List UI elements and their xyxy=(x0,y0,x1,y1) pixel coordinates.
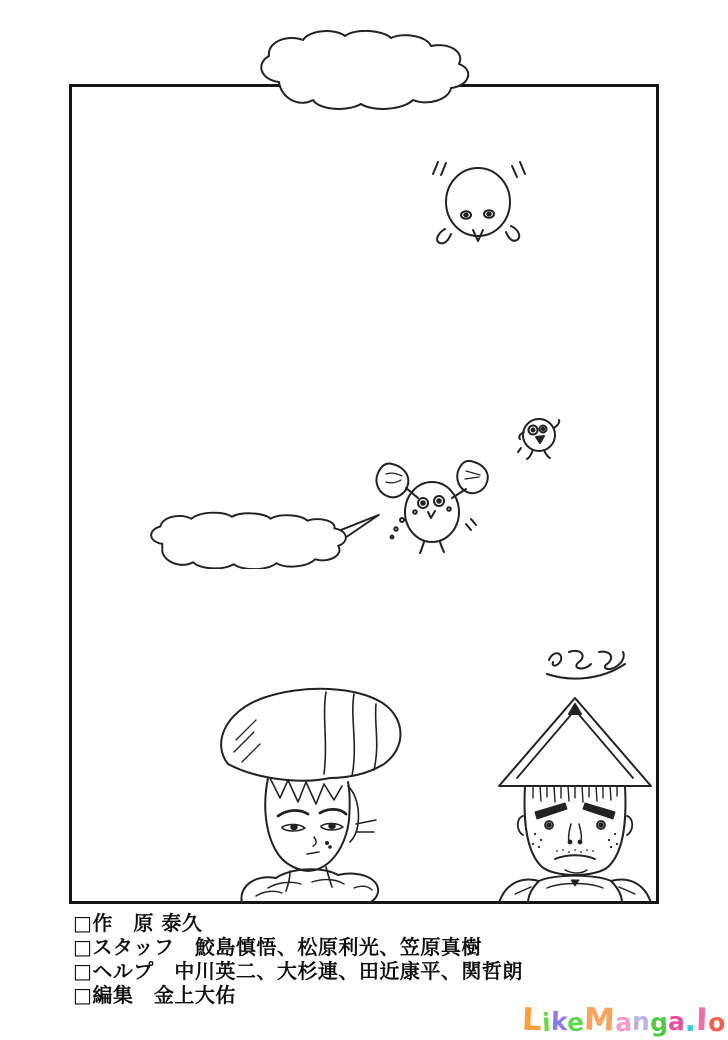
watermark-letter: . xyxy=(683,1002,698,1040)
watermark-letter: g xyxy=(648,1007,669,1038)
cloud-bubble-outline xyxy=(133,511,383,569)
hat-boy-drawing xyxy=(208,682,408,903)
credits-block xyxy=(73,911,523,1007)
cloud-bubble-outline xyxy=(243,30,488,112)
watermark-letter: i xyxy=(541,1007,552,1038)
watermark-letter: M xyxy=(583,1001,616,1039)
signature-scribble xyxy=(543,646,631,680)
credit-line-editor: □編集 金上大佑 xyxy=(73,983,236,1007)
watermark-letter: I xyxy=(695,1001,709,1039)
title-bubble xyxy=(243,30,488,112)
credit-line-staff: □スタッフ 鮫島慎悟、松原利光、笠原真樹 xyxy=(73,935,482,959)
angry-man-drawing xyxy=(485,694,665,903)
watermark-letter: a xyxy=(614,1007,633,1038)
watermark-letter: a xyxy=(667,1006,685,1037)
watermark-letter: L xyxy=(521,1001,543,1039)
kid-speech-bubble xyxy=(133,511,383,569)
watermark-letter: o xyxy=(707,1007,726,1038)
credit-line-help: □ヘルプ 中川英二、大杉連、田近康平、関哲朗 xyxy=(73,959,523,983)
site-watermark xyxy=(522,1002,725,1038)
flag-bird-doodle xyxy=(368,458,494,558)
thx-bird-doodle xyxy=(513,410,571,462)
round-bird-doodle xyxy=(426,152,531,252)
watermark-letter: e xyxy=(566,1007,585,1038)
watermark-letter: n xyxy=(631,1006,651,1037)
watermark-letter: k xyxy=(550,1006,568,1037)
credit-line-author: □作 原 泰久 xyxy=(73,911,203,935)
